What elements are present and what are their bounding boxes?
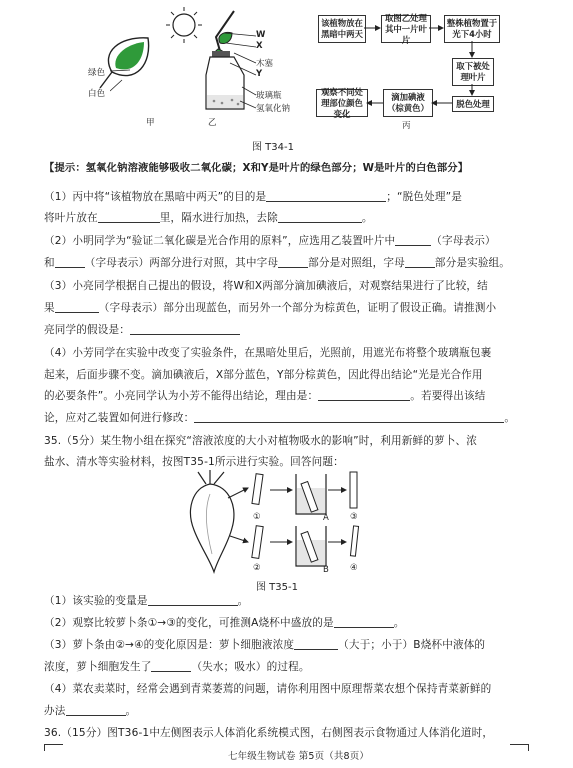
hint-line: 【提示：氢氧化钠溶液能够吸收二氧化碳；X和Y是叶片的绿色部分；W是叶片的白色部分】 (44, 162, 469, 174)
q35-3-line1: （3）萝卜条由②→④的变化原因是：萝卜细胞液浓度 （大于；小于）B烧杯中液体的 (44, 639, 486, 651)
q34-3-line3: 亮同学的假设是： (44, 323, 240, 337)
q34-4-line2: 起来，后面步骤不变。滴加碘液后，X部分蓝色，Y部分棕黄色，因此得出结论“光是光合作用 (44, 369, 483, 381)
answer-blank[interactable] (55, 301, 99, 313)
q35-stem-line1: 35.（5分）某生物小组在探究“溶液浓度的大小对植物吸水的影响”时，利用新鲜的萝卜、浓 (44, 435, 477, 447)
answer-blank[interactable] (318, 389, 410, 401)
mark-a: A (323, 513, 329, 523)
answer-blank[interactable] (405, 256, 435, 268)
figure-label-t34: 图 T34-1 (252, 142, 294, 153)
answer-blank[interactable] (278, 256, 308, 268)
q34-2-line2: 和 （字母表示）两部分进行对照，其中字母 部分是对照组，字母 部分是实验组。 (44, 257, 511, 269)
flow-box-light: 整株植物置于光下4小时 (444, 15, 500, 43)
label-bottle: 玻璃瓶 (256, 91, 282, 101)
q34-4-line4: 论，应对乙装置如何进行修改： 。 (44, 412, 516, 424)
mark-3: ③ (350, 512, 358, 522)
answer-blank[interactable] (148, 594, 238, 606)
mark-4: ④ (350, 563, 358, 573)
q35-stem-line2: 盐水、清水等实验材料，按图T35-1所示进行实验。回答问题： (44, 456, 344, 468)
mark-b: B (323, 565, 329, 575)
page-footer: 七年级生物试卷 第5页（共8页） (228, 751, 370, 762)
answer-blank[interactable] (266, 190, 386, 202)
flow-box-treat-leaf: 取图乙处理其中一片叶片 (381, 15, 431, 43)
apparatus-diagram-yi (160, 3, 263, 121)
caption-bing: 丙 (402, 121, 411, 131)
label-cork: 木塞 (256, 59, 274, 69)
flow-box-iodine: 滴加碘液（棕黄色） (383, 89, 433, 117)
q35-1: （1）该实验的变量是 。 (44, 595, 249, 607)
answer-blank[interactable] (294, 638, 338, 650)
answer-blank[interactable] (98, 211, 160, 223)
label-y: Y (256, 69, 263, 79)
q35-3-line2: 浓度，萝卜细胞发生了 （失水；吸水）的过程。 (44, 661, 310, 673)
figure-label-t35: 图 T35-1 (256, 582, 298, 593)
caption-yi: 乙 (208, 118, 217, 128)
q34-4-line1: （4）小芳同学在实验中改变了实验条件，在黑暗处里后，光照前，用遮光布将整个玻璃瓶包裹 (44, 347, 492, 359)
flow-box-decolor: 脱色处理 (452, 96, 494, 112)
q35-4-line2: 办法 。 (44, 705, 137, 717)
q35-4-line1: （4）菜农卖菜时，经常会遇到青菜萎蔫的问题，请你利用图中原理帮菜农想个保持青菜新鲜的 (44, 683, 492, 695)
answer-blank[interactable] (66, 704, 126, 716)
answer-blank[interactable] (130, 323, 240, 335)
flow-arrows (300, 10, 510, 120)
q34-3-line2: 果 （字母表示）部分出现蓝色，而另外一个部分为棕黄色，证明了假设正确。请推测小 (44, 302, 497, 314)
flow-box-dark: 该植物放在黑暗中两天 (318, 15, 366, 43)
mark-1: ① (253, 512, 261, 522)
label-white: 白色 (88, 89, 106, 99)
flow-box-observe: 观察不同处理部位颜色变化 (316, 89, 368, 117)
label-x: X (256, 41, 263, 51)
flow-box-remove-leaf: 取下被处理叶片 (452, 58, 494, 86)
q36-stem: 36.（15分）图T36-1中左侧图表示人体消化系统模式图，右侧图表示食物通过人体消化道时， (44, 727, 494, 739)
q34-1-line1: （1）丙中将“该植物放在黑暗中两天”的目的是 ；“脱色处理”是 (44, 191, 463, 203)
q34-4-line3: 的必要条件”。小亮同学认为小芳不能得出结论，理由是： 。若要得出该结 (44, 390, 486, 402)
answer-blank[interactable] (194, 411, 504, 423)
label-w: W (256, 30, 266, 40)
label-naoh: 氢氧化钠 (256, 104, 291, 114)
label-green: 绿色 (88, 68, 106, 78)
q34-1-line2: 将叶片放在 里，隔水进行加热，去除 。 (44, 212, 373, 224)
caption-jia: 甲 (146, 118, 155, 128)
q34-2-line1: （2）小明同学为“验证二氧化碳是光合作用的原料”，应选用乙装置叶片中 （字母表示） (44, 235, 496, 247)
answer-blank[interactable] (151, 660, 191, 672)
answer-blank[interactable] (278, 211, 362, 223)
mark-2: ② (253, 563, 261, 573)
answer-blank[interactable] (395, 234, 431, 246)
answer-blank[interactable] (55, 256, 85, 268)
q35-2: （2）观察比较萝卜条①→③的变化，可推测A烧杯中盛放的是 。 (44, 617, 405, 629)
corner-mark-left (44, 744, 63, 751)
q34-3-line1: （3）小亮同学根据自己提出的假设，将W和X两部分滴加碘液后，对观察结果进行了比较，结 (44, 280, 488, 292)
answer-blank[interactable] (334, 616, 394, 628)
corner-mark-right (510, 744, 529, 751)
label-pointer-lines (110, 66, 134, 96)
